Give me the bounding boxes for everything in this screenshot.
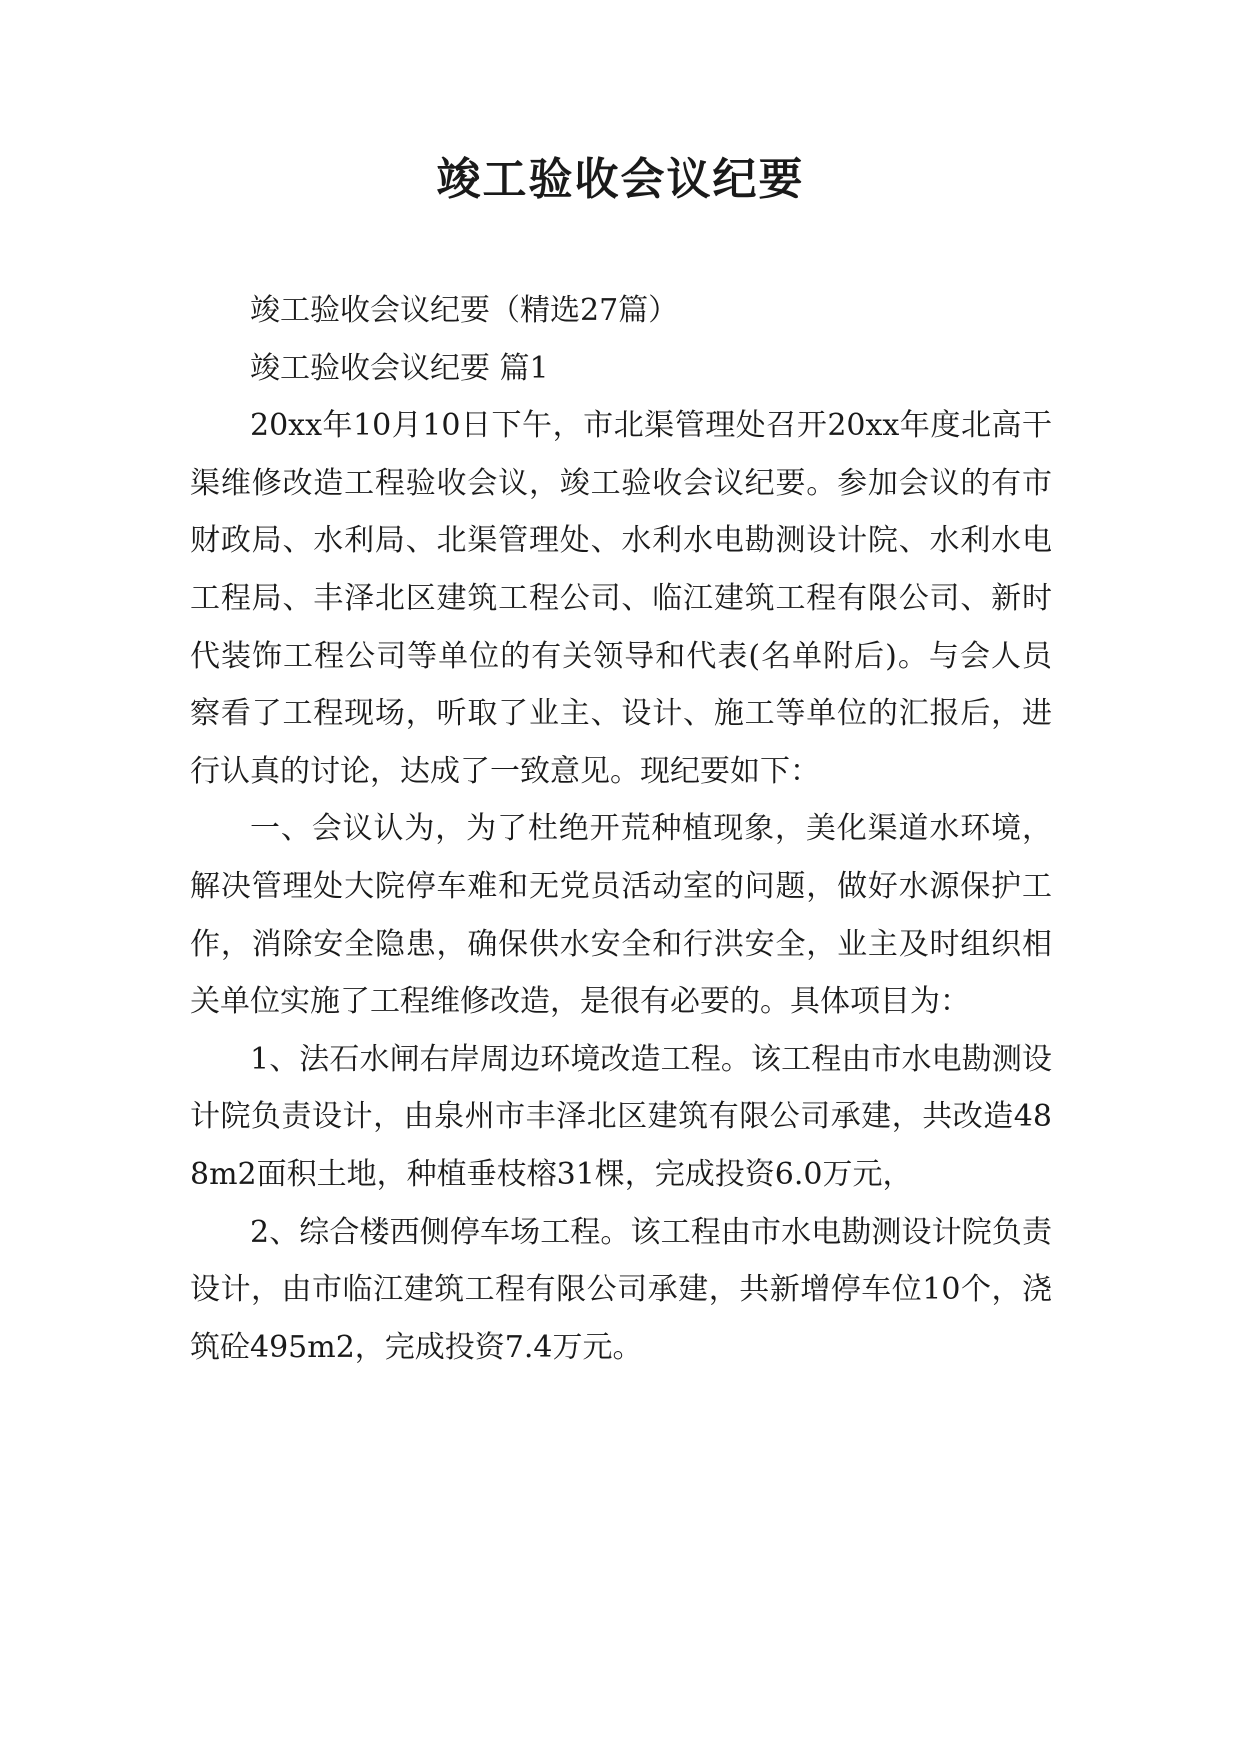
paragraph-meeting-intro: 20xx年10月10日下午，市北渠管理处召开20xx年度北高干渠维修改造工程验收会议，竣工验收会议纪要。参加会议的有市财政局、水利局、北渠管理处、水利水电勘测设计院、水利水电工程局、丰泽北区建筑工程公司、临江建筑工程有限公司、新时代装饰工程公司等单位的有关领导和代表(名单附后)。与会人员察看了工程现场，听取了业主、设计、施工等单位的汇报后，进行认真的讨论，达成了一致意见。现纪要如下： [190,408,1052,789]
paragraph-subtitle: 竣工验收会议纪要（精选27篇） [250,293,679,328]
document-title: 竣工验收会议纪要 [436,154,805,205]
paragraph-point-one: 一、会议认为，为了杜绝开荒种植现象，美化渠道水环境，解决管理处大院停车难和无党员活动室的问题，做好水源保护工作，消除安全隐患，确保供水安全和行洪安全，业主及时组织相关单位实施了工程维修改造，是很有必要的。具体项目为： [190,811,1052,1020]
paragraph-item-2: 2、综合楼西侧停车场工程。该工程由市水电勘测设计院负责设计，由市临江建筑工程有限公司承建，共新增停车位10个，浇筑砼495m2，完成投资7.4万元。 [190,1214,1052,1365]
paragraph-section-heading: 竣工验收会议纪要 篇1 [250,350,549,386]
paragraph-item-1: 1、法石水闸右岸周边环境改造工程。该工程由市水电勘测设计院负责设计，由泉州市丰泽北区建筑有限公司承建，共改造488m2面积土地，种植垂枝榕31棵，完成投资6.0万元， [190,1041,1052,1192]
document-body [190,282,1052,1376]
